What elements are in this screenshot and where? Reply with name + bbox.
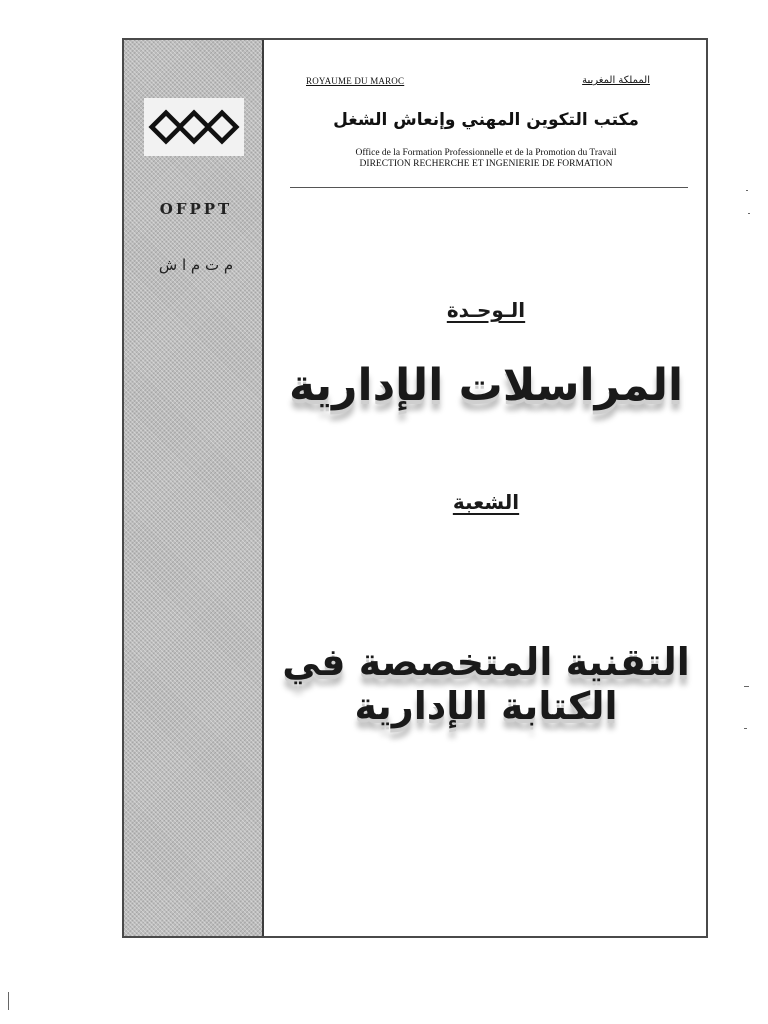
branch-title: التقنية المتخصصة في الكتابة الإدارية — [282, 640, 690, 728]
ofppt-acronym: OFPPT — [159, 200, 233, 218]
scan-mark — [744, 686, 749, 687]
branch-label-text: الشعبة — [452, 490, 520, 514]
office-name-ar: مكتب التكوين المهني وإنعاش الشغل — [333, 110, 639, 130]
cover-content — [266, 40, 706, 936]
header-row — [286, 76, 686, 92]
office-title-fr: Office de la Formation Professionnelle et de la Promotion du Travail — [355, 148, 617, 158]
logo-box — [144, 98, 244, 156]
sidebar-band — [124, 40, 264, 936]
unit-label-text: الـوحـدة — [446, 298, 526, 322]
scan-mark — [746, 190, 748, 191]
module-title: المراسلات الإدارية — [288, 360, 684, 411]
ofppt-arabic-acronym: م ت م ا ش — [158, 256, 234, 274]
office-name-fr — [266, 148, 706, 170]
header-divider — [290, 187, 688, 188]
kingdom-fr: ROYAUME DU MAROC — [306, 76, 405, 86]
unit-label — [266, 298, 706, 322]
scan-mark — [8, 992, 9, 1010]
ofppt-logo-icon — [146, 105, 242, 149]
scan-mark — [748, 213, 750, 214]
cover-page — [122, 38, 708, 938]
kingdom-ar: المملكة المغربية — [582, 75, 650, 86]
scan-mark — [744, 728, 747, 729]
direction-title-fr: DIRECTION RECHERCHE ET INGENIERIE DE FORMATION — [359, 159, 613, 169]
branch-label — [266, 490, 706, 514]
